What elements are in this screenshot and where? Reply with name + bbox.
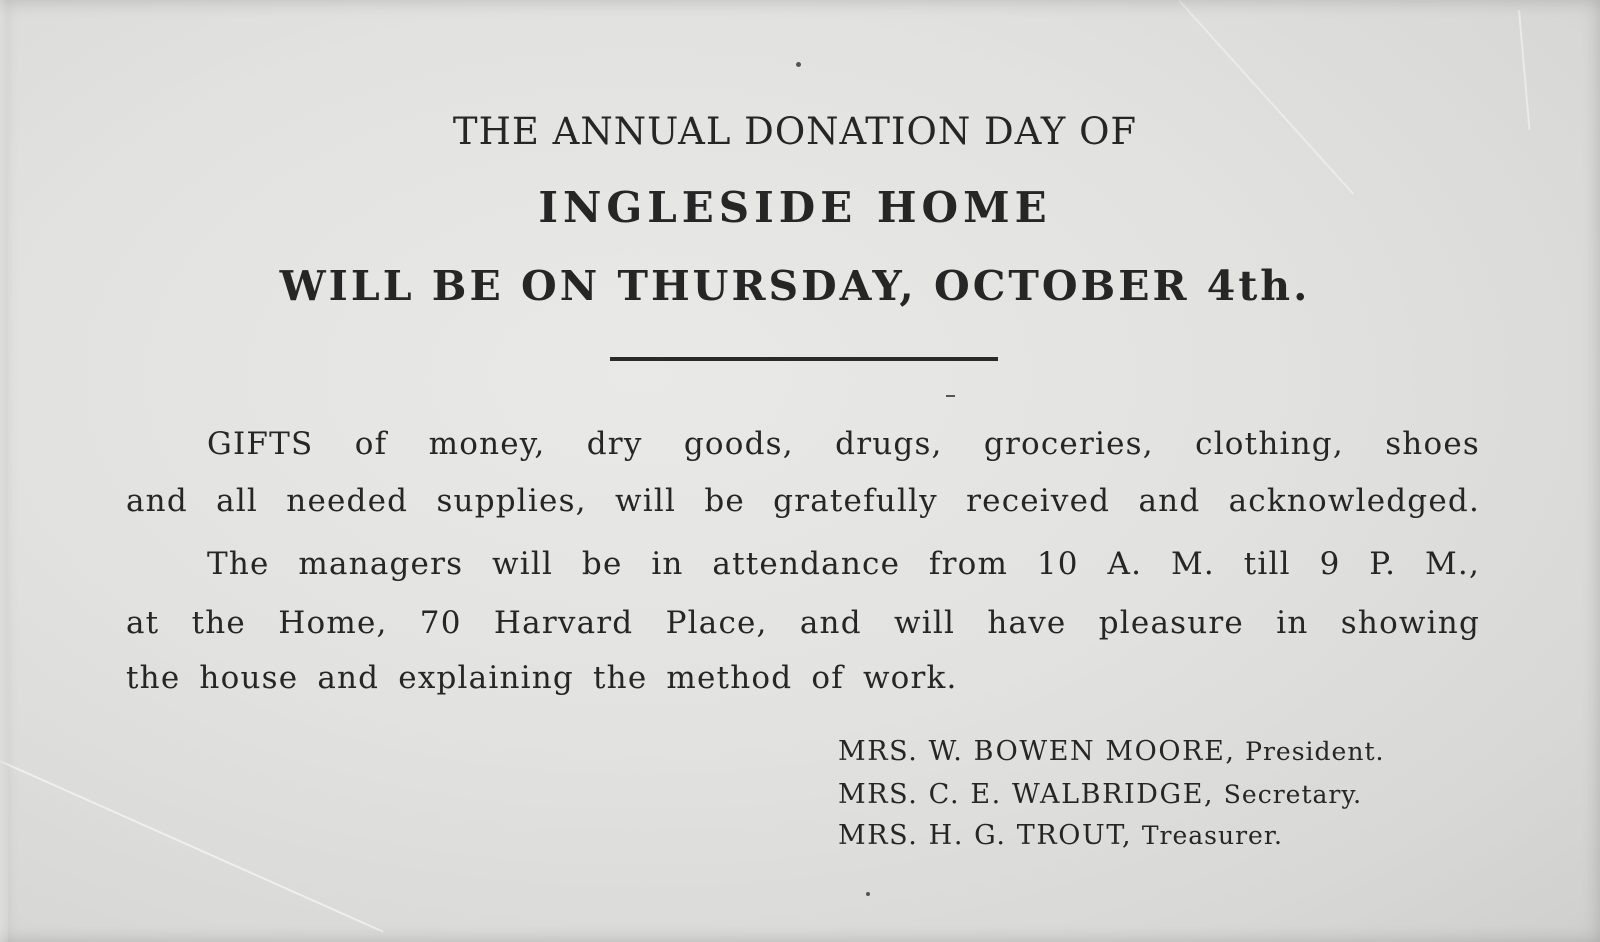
paper-crease	[1179, 0, 1354, 195]
managers-paragraph-line-3: the house and explaining the method of work.	[126, 660, 958, 696]
signatory-role: Secretary.	[1223, 780, 1363, 809]
ink-speck	[796, 62, 801, 67]
ink-speck	[946, 395, 955, 397]
signatory-role: Treasurer.	[1141, 821, 1283, 850]
signatory-president	[838, 736, 1384, 767]
signatory-name: MRS. H. G. TROUT,	[838, 820, 1133, 851]
heading-line-1: THE ANNUAL DONATION DAY OF	[452, 110, 1138, 153]
managers-paragraph-line-1: The managers will be in attendance from 10 A. M. till 9 P. M.,	[207, 546, 1480, 582]
gifts-paragraph-line-1: GIFTS of money, dry goods, drugs, groceries, clothing, shoes	[207, 426, 1480, 462]
ink-speck	[866, 892, 870, 896]
paper-crease	[0, 760, 384, 933]
heading-date: WILL BE ON THURSDAY, OCTOBER 4th.	[279, 262, 1311, 310]
divider-rule	[610, 357, 998, 361]
signatory-treasurer	[838, 820, 1283, 851]
signatory-secretary	[838, 779, 1362, 810]
signatory-name: MRS. C. E. WALBRIDGE,	[838, 779, 1215, 810]
signatory-role: President.	[1245, 737, 1385, 766]
gifts-paragraph-line-2: and all needed supplies, will be gratefully received and acknowledged.	[126, 483, 1480, 519]
signatory-name: MRS. W. BOWEN MOORE,	[838, 736, 1236, 767]
managers-paragraph-line-2: at the Home, 70 Harvard Place, and will have pleasure in showing	[126, 605, 1480, 641]
heading-home-name: INGLESIDE HOME	[538, 183, 1052, 232]
